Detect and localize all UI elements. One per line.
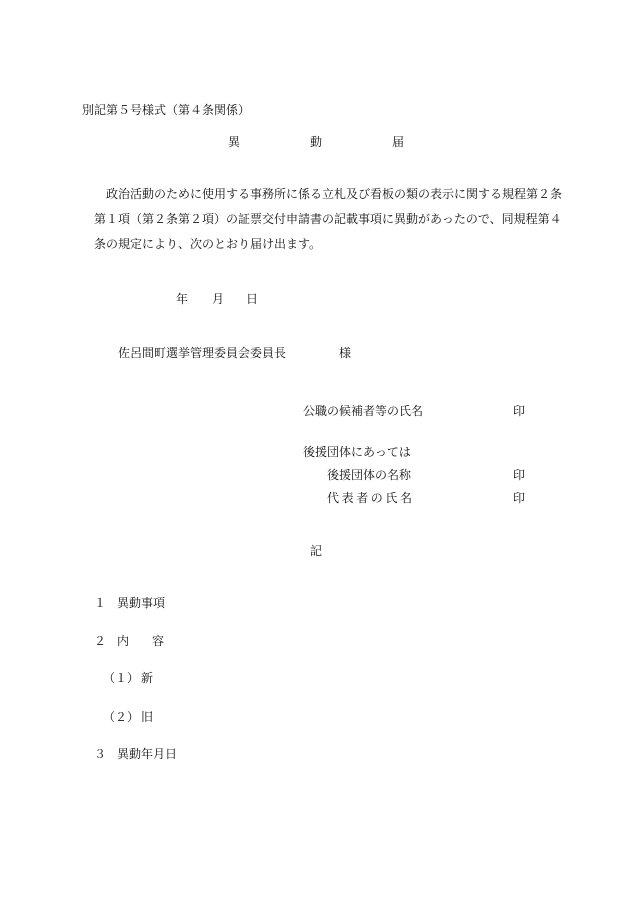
date-year-label: 年 xyxy=(176,292,189,306)
date-month-label: 月 xyxy=(212,292,225,306)
sub2-number: （２） xyxy=(103,710,140,724)
representative-name-label: 代表者の氏名 xyxy=(327,491,415,505)
seal-mark-2: 印 xyxy=(513,468,526,482)
seal-mark-3: 印 xyxy=(513,491,526,505)
item2-label-part-b: 容 xyxy=(152,634,165,648)
addressee-honorific: 様 xyxy=(339,346,352,360)
item2-number: ２ xyxy=(94,634,107,648)
body-line-2: 第１項（第２条第２項）の証票交付申請書の記載事項に異動があったので、同規程第４ xyxy=(94,212,562,226)
support-group-name-label: 後援団体の名称 xyxy=(327,468,412,482)
item2-label-part-a: 内 xyxy=(117,634,130,648)
title-char-3: 届 xyxy=(392,135,405,149)
support-group-header: 後援団体にあっては xyxy=(303,445,411,459)
item1-number: １ xyxy=(94,596,107,610)
seal-mark-1: 印 xyxy=(513,404,526,418)
body-line-3: 条の規定により、次のとおり届け出ます。 xyxy=(94,237,322,251)
form-label: 別記第５号様式（第４条関係） xyxy=(82,103,251,117)
ki-heading: 記 xyxy=(310,544,323,558)
item1-label: 異動事項 xyxy=(117,596,166,610)
item3-label: 異動年月日 xyxy=(117,747,178,761)
title-char-1: 異 xyxy=(228,135,241,149)
addressee-name: 佐呂間町選挙管理委員会委員長 xyxy=(118,346,287,360)
sub1-number: （１） xyxy=(103,671,140,685)
title-char-2: 動 xyxy=(310,135,323,149)
item3-number: ３ xyxy=(94,747,107,761)
candidate-name-label: 公職の候補者等の氏名 xyxy=(303,404,424,418)
sub2-label: 旧 xyxy=(141,710,154,724)
date-day-label: 日 xyxy=(246,292,259,306)
sub1-label: 新 xyxy=(141,671,154,685)
body-line-1: 政治活動のために使用する事務所に係る立札及び看板の類の表示に関する規程第２条 xyxy=(106,187,563,201)
